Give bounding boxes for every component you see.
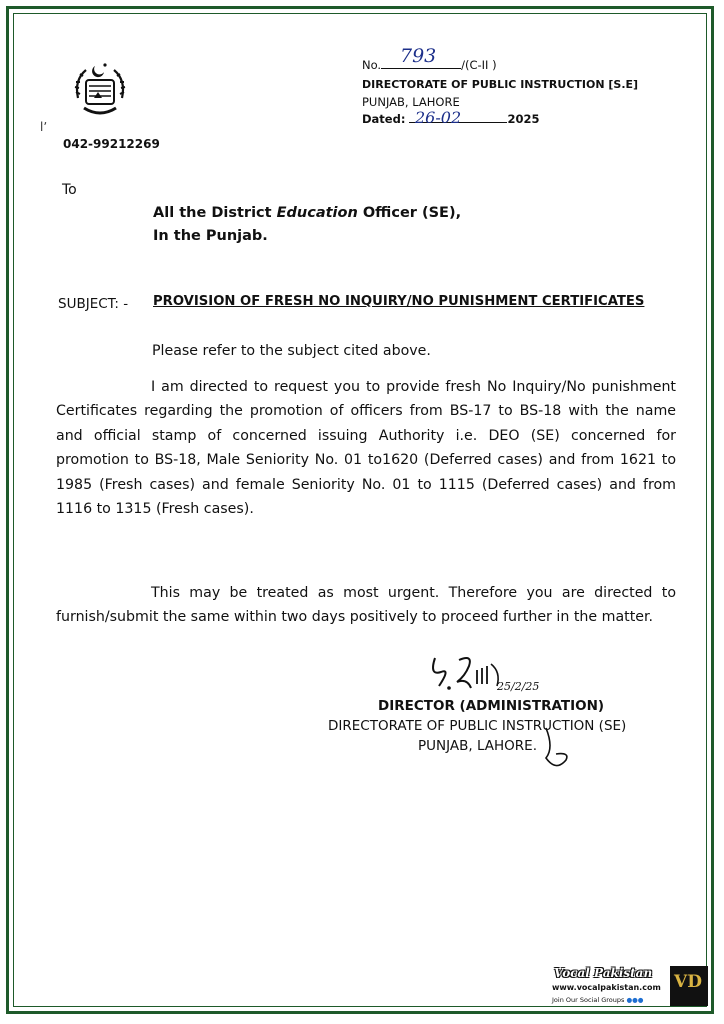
addressee-line-2: In the Punjab.	[153, 228, 268, 244]
letter-number-handwritten: 793	[400, 45, 437, 67]
letter-number-prefix: No.	[362, 58, 382, 72]
to-label: To	[62, 182, 77, 198]
watermark-join-text	[552, 996, 643, 1004]
date-handwritten: 26-02	[415, 108, 462, 127]
social-icons: ●●●	[626, 996, 644, 1004]
directorate-name: DIRECTORATE OF PUBLIC INSTRUCTION [S.E]	[362, 78, 639, 91]
subject-label: SUBJECT: -	[58, 296, 129, 312]
watermark-join-label: Join Our Social Groups	[552, 996, 625, 1004]
dated-year: 2025	[507, 112, 540, 126]
addressee-text-b: Officer (SE),	[357, 205, 462, 221]
dated-label: Dated:	[362, 112, 406, 126]
body-paragraph-3: This may be treated as most urgent. Therefore you are directed to furnish/submit the same within two days positively to proceed further in the matter.	[56, 585, 676, 626]
signatory-city: PUNJAB, LAHORE.	[418, 738, 537, 754]
signatory-title: DIRECTOR (ADMINISTRATION)	[378, 698, 605, 714]
watermark-title: Vocal Pakistan	[554, 966, 653, 980]
addressee-text-a: All the District	[153, 205, 277, 221]
margin-mark: lʼ	[40, 120, 48, 134]
director-signature	[425, 650, 555, 700]
phone-number: 042-99212269	[63, 137, 160, 151]
addressee-text-italic: Education	[276, 205, 358, 221]
letter-number-suffix: /(C-II )	[461, 58, 497, 72]
directorate-city: PUNJAB, LAHORE	[362, 95, 460, 109]
body-paragraph-1: Please refer to the subject cited above.	[152, 343, 431, 359]
signatory-organisation: DIRECTORATE OF PUBLIC INSTRUCTION (SE)	[328, 718, 627, 734]
punjab-emblem-logo	[72, 60, 128, 120]
addressee-line-1	[153, 205, 461, 221]
body-paragraph-2: I am directed to request you to provide fresh No Inquiry/No punishment Certificates regarding the promotion of officers from BS-17 to BS-18 with the name and official stamp of concerned issuing Authority i.e. DEO (SE) concerned for promotion to BS-18, Male Seniority No. 01 to1620 (Deferred cases) and from 1621 to 1985 (Fresh cases) and female Seniority No. 01 to 1115 (Deferred cases) and from 1116 to 1315 (Fresh cases).	[56, 379, 676, 518]
initials-stroke	[536, 724, 596, 774]
subject-text: PROVISION OF FRESH NO INQUIRY/NO PUNISHMENT CERTIFICATES	[153, 294, 645, 309]
watermark-url: www.vocalpakistan.com	[552, 983, 661, 992]
signature-date: 25/2/25	[497, 680, 540, 693]
watermark-badge-text: VD	[674, 972, 702, 992]
